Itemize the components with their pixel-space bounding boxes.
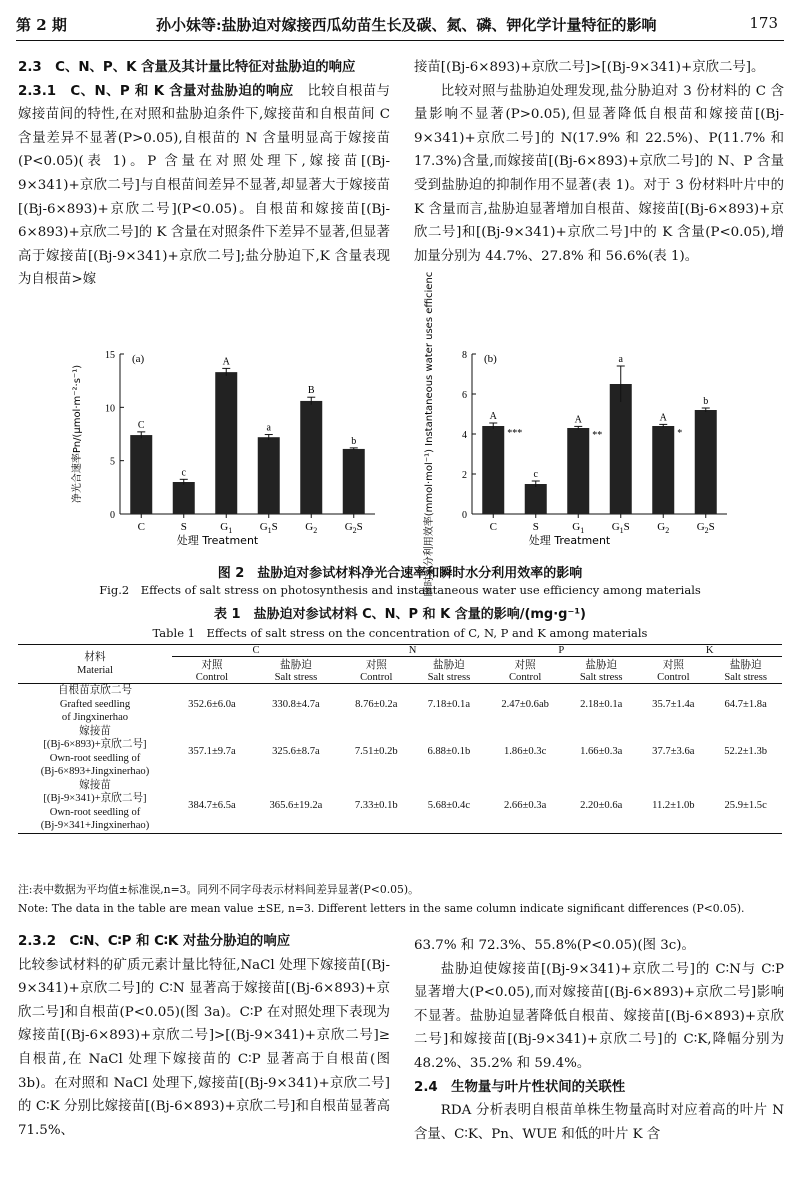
table-cell: 52.2±1.3b (724, 746, 768, 757)
significance-letter: b (351, 435, 357, 447)
salt-header: 盐胁迫 (280, 660, 312, 671)
running-title: 孙小妹等:盐胁迫对嫁接西瓜幼苗生长及碳、氮、磷、钾化学计量特征的影响 (156, 16, 657, 34)
table-cell: 2.47±0.6ab (501, 698, 549, 710)
table-cell: 384.7±6.5a (172, 779, 252, 834)
material-name (18, 684, 172, 725)
subsection-heading: 2.3.2 C∶N、C∶P 和 C∶K 对盐分胁迫的响应 (18, 934, 291, 949)
x-axis-label: 处理 Treatment (528, 534, 611, 547)
table-row (18, 725, 782, 779)
table-cell: 6.88±0.1b (427, 746, 471, 757)
running-header (16, 14, 784, 41)
control-header: Control (172, 672, 252, 684)
chart-a-svg (60, 338, 390, 553)
material-name-line: (Bj-9×341+Jingxinerhao) (40, 820, 150, 831)
paragraph: 63.7% 和 72.3%、55.8%(P<0.05)(图 3c)。 (414, 938, 695, 953)
significance-letter: a (618, 354, 623, 365)
chart-b (412, 271, 742, 597)
paragraph-text: 比较自根苗与嫁接苗间的特性,在对照和盐胁迫条件下,嫁接苗和自根苗间 C 含量差异不显著(P>0.05),自根苗的 N 含量明显高于嫁接苗(P<0.05)(表 1)。P 含量在对照处理下,嫁接苗[(Bj-9×341)+京欣二号]与自根苗间差异不显著,却显著大于嫁接苗[(Bj-6×893)+京欣二号](P<0.05)。自根苗和嫁接苗[(Bj-6×893)+京欣二号]的 K 含量在对照条件下差异不显著,但显著高于嫁接苗[(Bj-9×341)+京欣二号];盐分胁迫下,K 含量表现为自根苗>嫁 (18, 83, 390, 288)
x-axis-label: 处理 Treatment (176, 534, 259, 547)
material-name-line: [(Bj-6×893)+京欣二号] (43, 739, 147, 750)
y-axis-label: 瞬时水分利用效率(mmol·mol⁻¹) Instantaneous water uses efficienc (424, 271, 435, 597)
panel-label: (a) (132, 353, 145, 365)
x-tick-label: C (489, 521, 497, 533)
y-tick-label: 0 (462, 510, 467, 521)
bar (215, 372, 237, 514)
right-column-bottom (414, 934, 784, 1146)
salt-header: 盐胁迫 (433, 660, 465, 671)
material-name-line: [(Bj-9×341)+京欣二号] (43, 793, 147, 804)
issue-number: 第 2 期 (16, 16, 67, 34)
y-tick-label: 10 (105, 403, 115, 415)
table-cell: 357.1±9.7a (188, 746, 236, 757)
x-tick-label: $G_2$ (305, 521, 318, 535)
salt-header: Salt stress (413, 672, 486, 684)
table-note-cn: 注:表中数据为平均值±标准误,n=3。同列不同字母表示材料间差异显著(P<0.05)。 (18, 883, 419, 896)
table-cell: 64.7±1.8a (724, 698, 767, 710)
material-name-line: 嫁接苗 (79, 725, 111, 737)
y-tick-label: 0 (110, 510, 115, 521)
table-cell: 25.9±1.5c (709, 779, 782, 834)
x-tick-label: $G_1$ (220, 521, 233, 535)
x-tick-label: $G_1$ (572, 521, 585, 535)
material-name (18, 779, 172, 834)
material-name-line: Grafted seedling (59, 698, 131, 710)
element-header: C (172, 645, 340, 657)
salt-header: Salt stress (709, 672, 782, 684)
table-row (18, 779, 782, 834)
significance-letter: c (181, 467, 186, 479)
table-cell: 352.6±6.0a (188, 698, 236, 710)
material-name-line: (Bj-6×893+Jingxinerhao) (40, 766, 150, 777)
table-cell: 330.8±4.7a (272, 698, 320, 710)
element-header: P (485, 645, 637, 657)
material-header (18, 645, 172, 684)
y-tick-label: 5 (110, 456, 115, 468)
chart-a (60, 338, 390, 557)
table-cell: 1.86±0.3c (503, 746, 547, 757)
x-tick-label: $G_2S$ (344, 521, 363, 535)
significance-letter: c (533, 469, 538, 480)
significance-letter: C (137, 419, 145, 431)
salt-header: Salt stress (565, 672, 637, 684)
right-column-top (414, 56, 784, 268)
left-column-top (18, 56, 390, 292)
control-header: 对照 (662, 660, 684, 671)
table-1 (18, 644, 782, 834)
panel-label: (b) (484, 353, 497, 365)
paragraph: 比较参试材料的矿质元素计量比特征,NaCl 处理下嫁接苗[(Bj-9×341)+京欣二号]的 C∶N 显著高于嫁接苗[(Bj-6×893)+京欣二号]和自根苗(P<0.05)(图 3a)。C∶P 在对照处理下表现为嫁接苗[(Bj-6×893)+京欣二号]>[(Bj-9×341)+京欣二号]≥自根苗,在 NaCl 处理下嫁接苗的 C∶P 显著高于自根苗(图 3b)。在对照和 NaCl 处理下,嫁接苗[(Bj-9×341)+京欣二号]的 C∶K 分别比嫁接苗[(Bj-6×893)+京欣二号]和自根苗显著高71.5%、 (18, 957, 390, 1138)
bar (173, 482, 195, 514)
figure-caption-en: Fig.2 Effects of salt stress on photosynthesis and instantaneous water use efficiency among materials (99, 583, 701, 597)
table-cell: 1.66±0.3a (580, 746, 623, 757)
table-cell: 365.6±19.2a (252, 779, 340, 834)
significance-stars: *** (507, 428, 523, 439)
y-tick-label: 15 (105, 350, 115, 361)
y-tick-label: 8 (462, 350, 467, 361)
table-cell: 2.20±0.6a (565, 779, 637, 834)
x-tick-label: C (137, 521, 145, 533)
y-tick-label: 4 (462, 430, 467, 441)
material-name-line: 嫁接苗 (79, 779, 111, 791)
x-tick-label: $G_1S$ (611, 521, 630, 535)
significance-letter: b (703, 396, 709, 407)
x-tick-label: $G_2S$ (696, 521, 715, 535)
table-cell: 35.7±1.4a (652, 698, 695, 710)
bar (567, 428, 589, 514)
significance-letter: B (307, 385, 315, 397)
material-name-line: of Jingxinerhao (61, 712, 129, 723)
table-cell: 7.51±0.2b (354, 746, 398, 757)
section-heading: 2.3 C、N、P、K 含量及其计量比特征对盐胁迫的响应 (18, 60, 356, 75)
significance-letter: A (489, 411, 497, 422)
bar (610, 384, 632, 514)
significance-stars: ** (592, 430, 603, 441)
material-name (18, 725, 172, 779)
y-axis-label: 净光合速率Pn/(μmol·m⁻²·s⁻¹) (72, 364, 83, 504)
figure-caption-cn: 图 2 盐胁迫对参试材料净光合速率和瞬时水分利用效率的影响 (217, 566, 583, 581)
table-note-en: Note: The data in the table are mean value ±SE, n=3. Different letters in the same column indicate significant differences (P<0.05). (18, 902, 745, 915)
table-cell: 8.76±0.2a (355, 698, 398, 710)
x-tick-label: $G_1S$ (259, 521, 278, 535)
paragraph (18, 80, 390, 292)
significance-letter: A (574, 414, 582, 426)
table-caption-en: Table 1 Effects of salt stress on the concentration of C, N, P and K among materials (152, 626, 648, 640)
salt-header: Salt stress (252, 672, 340, 684)
material-name-line: Own-root seedling of (49, 806, 141, 818)
paragraph: 比较对照与盐胁迫处理发现,盐分胁迫对 3 份材料的 C 含量影响不显著(P>0.05),但显著降低自根苗和嫁接苗[(Bj-9×341)+京欣二号]的 N(17.9% 和 22.5%)、P(11.7% 和 17.3%)含量,而嫁接苗[(Bj-6×893)+京欣二号]的 N、P 含量受到盐胁迫的抑制作用不显著(表 1)。对于 3 份材料叶片中的 K 含量而言,盐胁迫显著增加自根苗、嫁接苗[(Bj-6×893)+京欣二号]和[(Bj-9×341)+京欣二号]中的 K 含量(P<0.05),增加量分别为 44.7%、27.8% 和 56.6%(表 1)。 (414, 83, 784, 264)
paragraph: 盐胁迫使嫁接苗[(Bj-9×341)+京欣二号]的 C∶N与 C∶P 显著增大(P<0.05),而对嫁接苗[(Bj-6×893)+京欣二号]影响不显著。盐胁迫显著降低自根苗、嫁接苗[(Bj-6×893)+京欣二号]和嫁接苗[(Bj-9×341)+京欣二号]的 C∶K,降幅分别为 48.2%、35.2% 和 59.4%。 (414, 961, 784, 1071)
material-name-line: Own-root seedling of (49, 752, 141, 764)
table-cell: 2.66±0.3a (485, 779, 565, 834)
bar (300, 401, 322, 514)
control-header: Control (637, 672, 709, 684)
table-cell: 2.18±0.1a (580, 698, 623, 710)
salt-header: 盐胁迫 (585, 660, 618, 671)
element-header: N (340, 645, 485, 657)
section-heading: 2.4 生物量与叶片性状间的关联性 (414, 1079, 626, 1095)
salt-header: 盐胁迫 (729, 660, 762, 671)
page-number: 173 (749, 14, 778, 32)
table-cell: 7.33±0.1b (340, 779, 413, 834)
paragraph: 接苗[(Bj-6×893)+京欣二号]>[(Bj-9×341)+京欣二号]。 (414, 60, 765, 75)
x-tick-label: S (532, 521, 539, 533)
significance-letter: A (222, 356, 230, 368)
table-cell: 325.6±8.7a (272, 746, 320, 757)
control-header: 对照 (201, 660, 223, 671)
significance-letter: a (266, 422, 271, 434)
material-name-line: 自根苗京欣二号 (57, 685, 133, 696)
table-cell: 11.2±1.0b (637, 779, 709, 834)
control-header: 对照 (365, 660, 387, 671)
bar (482, 426, 504, 514)
y-tick-label: 2 (462, 470, 467, 481)
table-header-row (18, 645, 782, 657)
material-header-cn: 材料 (84, 651, 106, 663)
left-column-bottom (18, 930, 390, 1142)
bar (695, 410, 717, 514)
y-tick-label: 6 (462, 390, 467, 401)
subsection-heading: 2.3.1 C、N、P 和 K 含量对盐胁迫的响应 (18, 83, 294, 99)
bar (130, 435, 152, 514)
chart-b-svg (412, 271, 742, 597)
x-tick-label: $G_2$ (657, 521, 670, 535)
control-header: Control (485, 672, 565, 684)
table-caption-cn: 表 1 盐胁迫对参试材料 C、N、P 和 K 含量的影响/(mg·g⁻¹) (214, 607, 586, 622)
table-cell: 5.68±0.4c (413, 779, 486, 834)
bar (343, 449, 365, 514)
table-cell: 7.18±0.1a (427, 698, 471, 710)
table-cell: 37.7±3.6a (652, 746, 695, 757)
bar (652, 426, 674, 514)
material-header-en: Material (77, 665, 113, 676)
element-header: K (637, 645, 782, 657)
x-tick-label: S (180, 521, 187, 533)
paragraph: RDA 分析表明自根苗单株生物量高时对应着高的叶片 N 含量、C∶K、Pn、WUE 和低的叶片 K 含 (414, 1103, 784, 1142)
control-header: Control (340, 672, 413, 684)
bar (525, 484, 547, 514)
significance-stars: * (677, 428, 683, 439)
table-row (18, 684, 782, 725)
bar (258, 437, 280, 514)
control-header: 对照 (514, 660, 536, 671)
significance-letter: A (659, 412, 667, 424)
